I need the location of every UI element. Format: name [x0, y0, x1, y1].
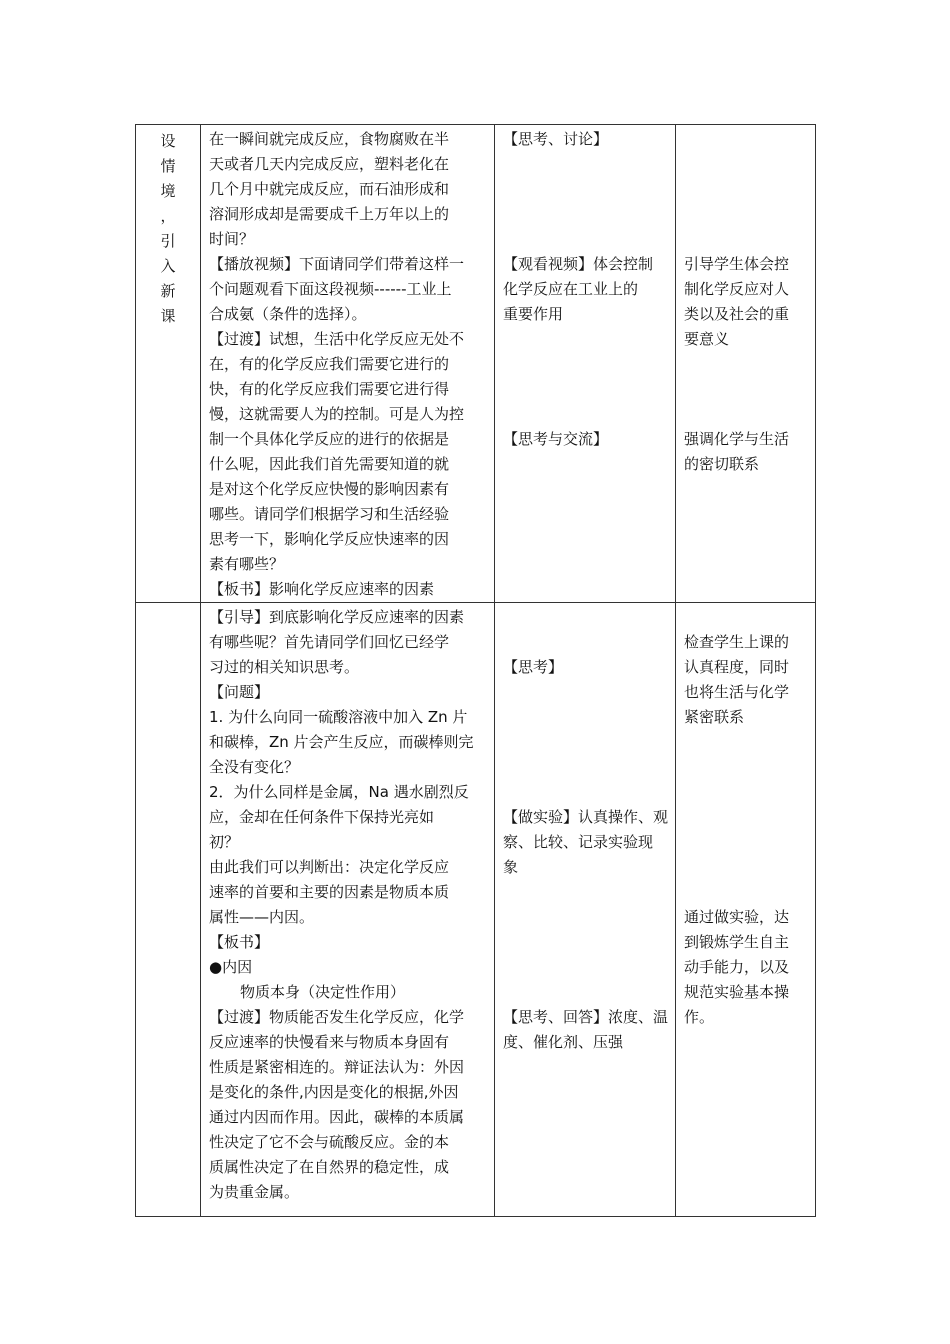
text-line: 【思考、回答】浓度、温: [503, 1008, 669, 1026]
text-line: 素有哪些？: [209, 555, 285, 573]
student-activity-text: [495, 603, 675, 1055]
text-line: 2．为什么同样是金属，Na 遇水剧烈反: [209, 783, 469, 801]
text-line: 【思考】: [503, 658, 564, 676]
stage-cell: [136, 603, 201, 1217]
text-line: 【引导】到底影响化学反应速率的因素: [209, 608, 465, 626]
text-line: 全没有变化？: [209, 758, 300, 776]
lesson-plan-table: [135, 124, 816, 1217]
text-line: 的密切联系: [684, 455, 760, 473]
text-line: 属性——内因。: [209, 908, 315, 926]
text-line: 性决定了它不会与硫酸反应。金的本: [209, 1133, 450, 1151]
text-line: 和碳棒，Zn 片会产生反应，而碳棒则完: [209, 733, 474, 751]
text-line: 1. 为什么向同一硫酸溶液中加入 Zn 片: [209, 708, 468, 726]
text-line: 由此我们可以判断出：决定化学反应: [209, 858, 450, 876]
stage-char: 情: [160, 157, 176, 175]
text-line: 【播放视频】下面请同学们带着这样一: [209, 255, 465, 273]
text-line: 应，金却在任何条件下保持光亮如: [209, 808, 435, 826]
board-note-indent: 物质本身（决定性作用）: [240, 983, 406, 1001]
stage-char: ，: [160, 207, 176, 225]
stage-cell: [136, 125, 201, 603]
text-line: 作。: [684, 1008, 715, 1026]
text-line: 天或者几天内完成反应，塑料老化在: [209, 155, 450, 173]
text-line: 【板书】: [209, 933, 270, 951]
text-line: 溶洞形成却是需要成千上万年以上的: [209, 205, 450, 223]
stage-char: 入: [160, 257, 176, 275]
text-line: 合成氨（条件的选择）。: [209, 305, 367, 323]
text-line: 【思考与交流】: [503, 430, 609, 448]
text-line: ●内因: [209, 958, 253, 976]
text-line: 在，有的化学反应我们需要它进行的: [209, 355, 450, 373]
text-line: 【板书】影响化学反应速率的因素: [209, 580, 435, 598]
text-line: 个问题观看下面这段视频------工业上: [209, 280, 452, 298]
teacher-activity-text: [201, 125, 494, 602]
table-row: [136, 125, 816, 603]
text-line: 动手能力，以及: [684, 958, 790, 976]
text-line: 认真程度，同时: [684, 658, 790, 676]
text-line: 【思考、讨论】: [503, 130, 609, 148]
text-line: 【做实验】认真操作、观: [503, 808, 669, 826]
text-line: 什么呢，因此我们首先需要知道的就: [209, 455, 450, 473]
text-line: 【过渡】物质能否发生化学反应，化学: [209, 1008, 465, 1026]
design-intent-cell: [676, 603, 816, 1217]
text-line: 在一瞬间就完成反应，食物腐败在半: [209, 130, 450, 148]
text-line: 慢，这就需要人为的控制。可是人为控: [209, 405, 465, 423]
student-activity-cell: [495, 125, 676, 603]
text-line: 是变化的条件,内因是变化的根据,外因: [209, 1083, 459, 1101]
text-line: 【问题】: [209, 683, 270, 701]
text-line: 几个月中就完成反应，而石油形成和: [209, 180, 450, 198]
teacher-activity-cell: [201, 125, 495, 603]
text-line: 通过内因而作用。因此，碳棒的本质属: [209, 1108, 465, 1126]
design-intent-cell: [676, 125, 816, 603]
text-line: 习过的相关知识思考。: [209, 658, 360, 676]
text-line: 时间？: [209, 230, 255, 248]
teacher-activity-text: [201, 603, 494, 1205]
text-line: 也将生活与化学: [684, 683, 790, 701]
text-line: 是对这个化学反应快慢的影响因素有: [209, 480, 450, 498]
text-line: 反应速率的快慢看来与物质本身固有: [209, 1033, 450, 1051]
table-row: [136, 603, 816, 1217]
text-line: 速率的首要和主要的因素是物质本质: [209, 883, 450, 901]
stage-label: [136, 125, 200, 329]
text-line: 【过渡】试想，生活中化学反应无处不: [209, 330, 465, 348]
stage-char: 设: [160, 132, 176, 150]
text-line: 察、比较、记录实验现: [503, 833, 654, 851]
text-line: 有哪些呢？首先请同学们回忆已经学: [209, 633, 450, 651]
stage-char: 引: [160, 232, 176, 250]
text-line: 性质是紧密相连的。辩证法认为：外因: [209, 1058, 465, 1076]
stage-char: 新: [160, 282, 176, 300]
text-line: 化学反应在工业上的: [503, 280, 639, 298]
text-line: 思考一下，影响化学反应快速率的因: [209, 530, 450, 548]
teacher-activity-cell: [201, 603, 495, 1217]
text-line: 哪些。请同学们根据学习和生活经验: [209, 505, 450, 523]
text-line: 通过做实验，达: [684, 908, 790, 926]
text-line: 【观看视频】体会控制: [503, 255, 654, 273]
text-line: 强调化学与生活: [684, 430, 790, 448]
text-line: 规范实验基本操: [684, 983, 790, 1001]
text-line: 类以及社会的重: [684, 305, 790, 323]
text-line: 要意义: [684, 330, 730, 348]
text-line: 象: [503, 858, 519, 876]
text-line: 到锻炼学生自主: [684, 933, 790, 951]
text-line: 引导学生体会控: [684, 255, 790, 273]
student-activity-cell: [495, 603, 676, 1217]
text-line: 为贵重金属。: [209, 1183, 300, 1201]
text-line: 重要作用: [503, 305, 564, 323]
stage-char: 课: [160, 307, 176, 325]
design-intent-text: [676, 603, 815, 1030]
stage-char: 境: [160, 182, 176, 200]
text-line: 质属性决定了在自然界的稳定性，成: [209, 1158, 450, 1176]
text-line: 检查学生上课的: [684, 633, 790, 651]
text-line: 紧密联系: [684, 708, 745, 726]
text-line: 制一个具体化学反应的进行的依据是: [209, 430, 450, 448]
text-line: 制化学反应对人: [684, 280, 790, 298]
text-line: 快，有的化学反应我们需要它进行得: [209, 380, 450, 398]
design-intent-text: [676, 125, 815, 477]
text-line: 初？: [209, 833, 240, 851]
student-activity-text: [495, 125, 675, 452]
text-line: 度、催化剂、压强: [503, 1033, 624, 1051]
